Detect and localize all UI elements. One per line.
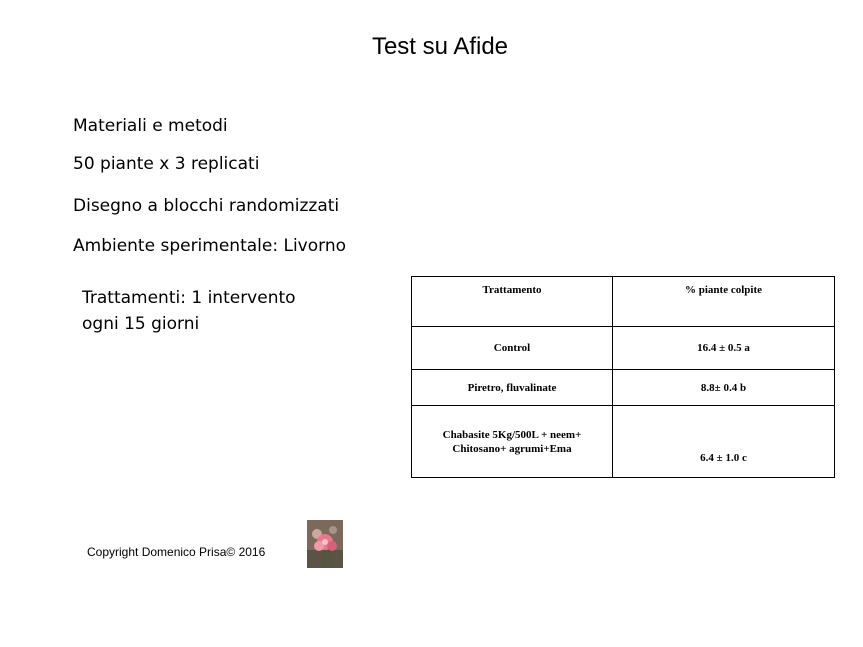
row-value: 16.4 ± 0.5 a	[613, 327, 835, 370]
environment-text: Ambiente sperimentale: Livorno	[73, 236, 346, 256]
treatment-note	[82, 285, 296, 337]
row-value: 6.4 ± 1.0 c	[613, 406, 835, 478]
row-treatment: Piretro, fluvalinate	[412, 370, 613, 406]
row-treatment: Control	[412, 327, 613, 370]
row-treatment	[412, 406, 613, 478]
row-treatment-line-2: Chitosano+ agrumi+Ema	[452, 442, 572, 455]
table-header-row	[412, 277, 835, 327]
plants-replicates-text: 50 piante x 3 replicati	[73, 154, 260, 174]
block-design-text: Disegno a blocchi randomizzati	[73, 196, 340, 216]
table-row	[412, 327, 835, 370]
copyright-text: Copyright Domenico Prisa© 2016	[87, 545, 266, 559]
slide-title: Test su Afide	[371, 33, 509, 60]
treatment-note-line-1: Trattamenti: 1 intervento	[82, 288, 296, 308]
materials-methods-heading: Materiali e metodi	[73, 116, 228, 136]
table-row	[412, 406, 835, 478]
header-percent-affected: % piante colpite	[613, 277, 835, 327]
row-treatment-line-1: Chabasite 5Kg/500L + neem+	[442, 428, 582, 441]
table-row	[412, 370, 835, 406]
results-table	[411, 276, 835, 478]
treatment-note-line-2: ogni 15 giorni	[82, 314, 200, 334]
header-treatment: Trattamento	[412, 277, 613, 327]
row-value: 8.8± 0.4 b	[613, 370, 835, 406]
flower-photo-icon	[307, 520, 343, 568]
